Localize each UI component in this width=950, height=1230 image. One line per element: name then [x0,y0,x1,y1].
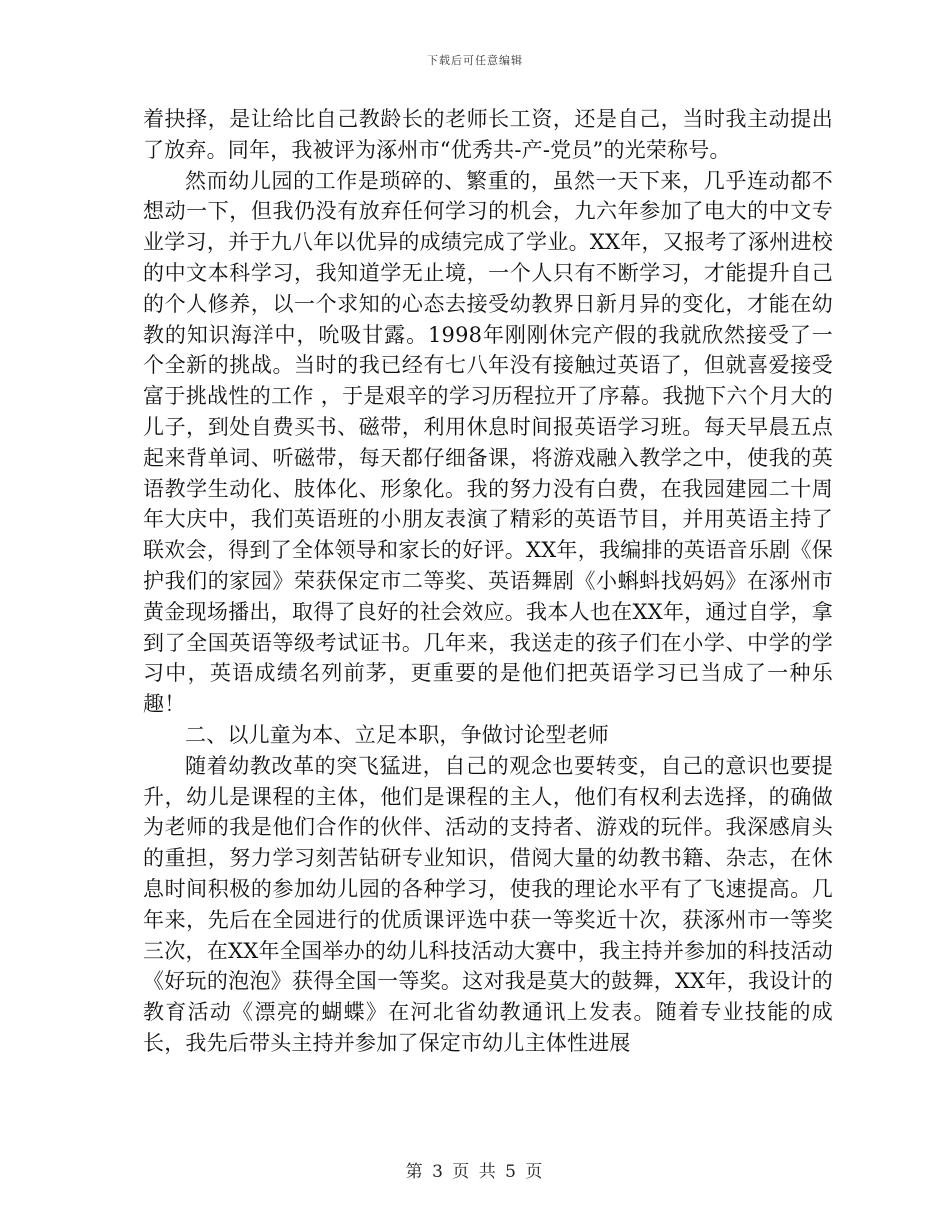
paragraph: 随着幼教改革的突飞猛进，自己的观念也要转变，自己的意识也要提升，幼儿是课程的主体，他们是课程的主人，他们有权利去选择，的确做为老师的我是他们合作的伙伴、活动的支持者、游戏的玩伴。我深感肩头的重担，努力学习刻苦钻研专业知识，借阅大量的幼教书籍、杂志，在休息时间积极的参加幼儿园的各种学习，使我的理论水平有了飞速提高。几年来，先后在全园进行的优质课评选中获一等奖近十次，获涿州市一等奖三次，在XX年全国举办的幼儿科技活动大赛中，我主持并参加的科技活动《好玩的泡泡》获得全国一等奖。这对我是莫大的鼓舞，XX年，我设计的教育活动《漂亮的蝴蝶》在河北省幼教通讯上发表。随着专业技能的成长，我先后带头主持并参加了保定市幼儿主体性进展 [143,753,833,1055]
page-footer: 第 3 页 共 5 页 [405,1162,545,1182]
paragraph: 然而幼儿园的工作是琐碎的、繁重的，虽然一天下来，几乎连动都不想动一下，但我仍没有放弃任何学习的机会，九六年参加了电大的中文专业学习，并于九八年以优异的成绩完成了学业。XX年，又报考了涿州进校的中文本科学习，我知道学无止境，一个人只有不断学习，才能提升自己的个人修养，以一个求知的心态去接受幼教界日新月异的变化，才能在幼教的知识海洋中，吮吸甘露。1998年刚刚休完产假的我就欣然接受了一个全新的挑战。当时的我已经有七八年没有接触过英语了，但就喜爱接受富于挑战性的工作 ，于是艰辛的学习历程拉开了序幕。我抛下六个月大的儿子，到处自费买书、磁带，利用休息时间报英语学习班。每天早晨五点起来背单词、听磁带，每天都仔细备课，将游戏融入教学之中，使我的英语教学生动化、肢体化、形象化。我的努力没有白费，在我园建园二十周年大庆中，我们英语班的小朋友表演了精彩的英语节目，并用英语主持了联欢会，得到了全体领导和家长的好评。XX年，我编排的英语音乐剧《保护我们的家园》荣获保定市二等奖、英语舞剧《小蝌蚪找妈妈》在涿州市黄金现场播出，取得了良好的社会效应。我本人也在XX年，通过自学，拿到了全国英语等级考试证书。几年来，我送走的孩子们在小学、中学的学习中，英语成绩名列前茅，更重要的是他们把英语学习已当成了一种乐趣！ [143,168,833,717]
paragraph-continued: 着抉择，是让给比自己教龄长的老师长工资，还是自己，当时我主动提出了放弃。同年，我被评为涿州市“优秀共-产-党员”的光荣称号。 [143,107,833,162]
page-header: 下载后可任意编辑 [427,54,523,67]
body-text [143,104,833,1059]
section-heading: 二、以儿童为本、立足本职，争做讨论型老师 [185,722,609,747]
